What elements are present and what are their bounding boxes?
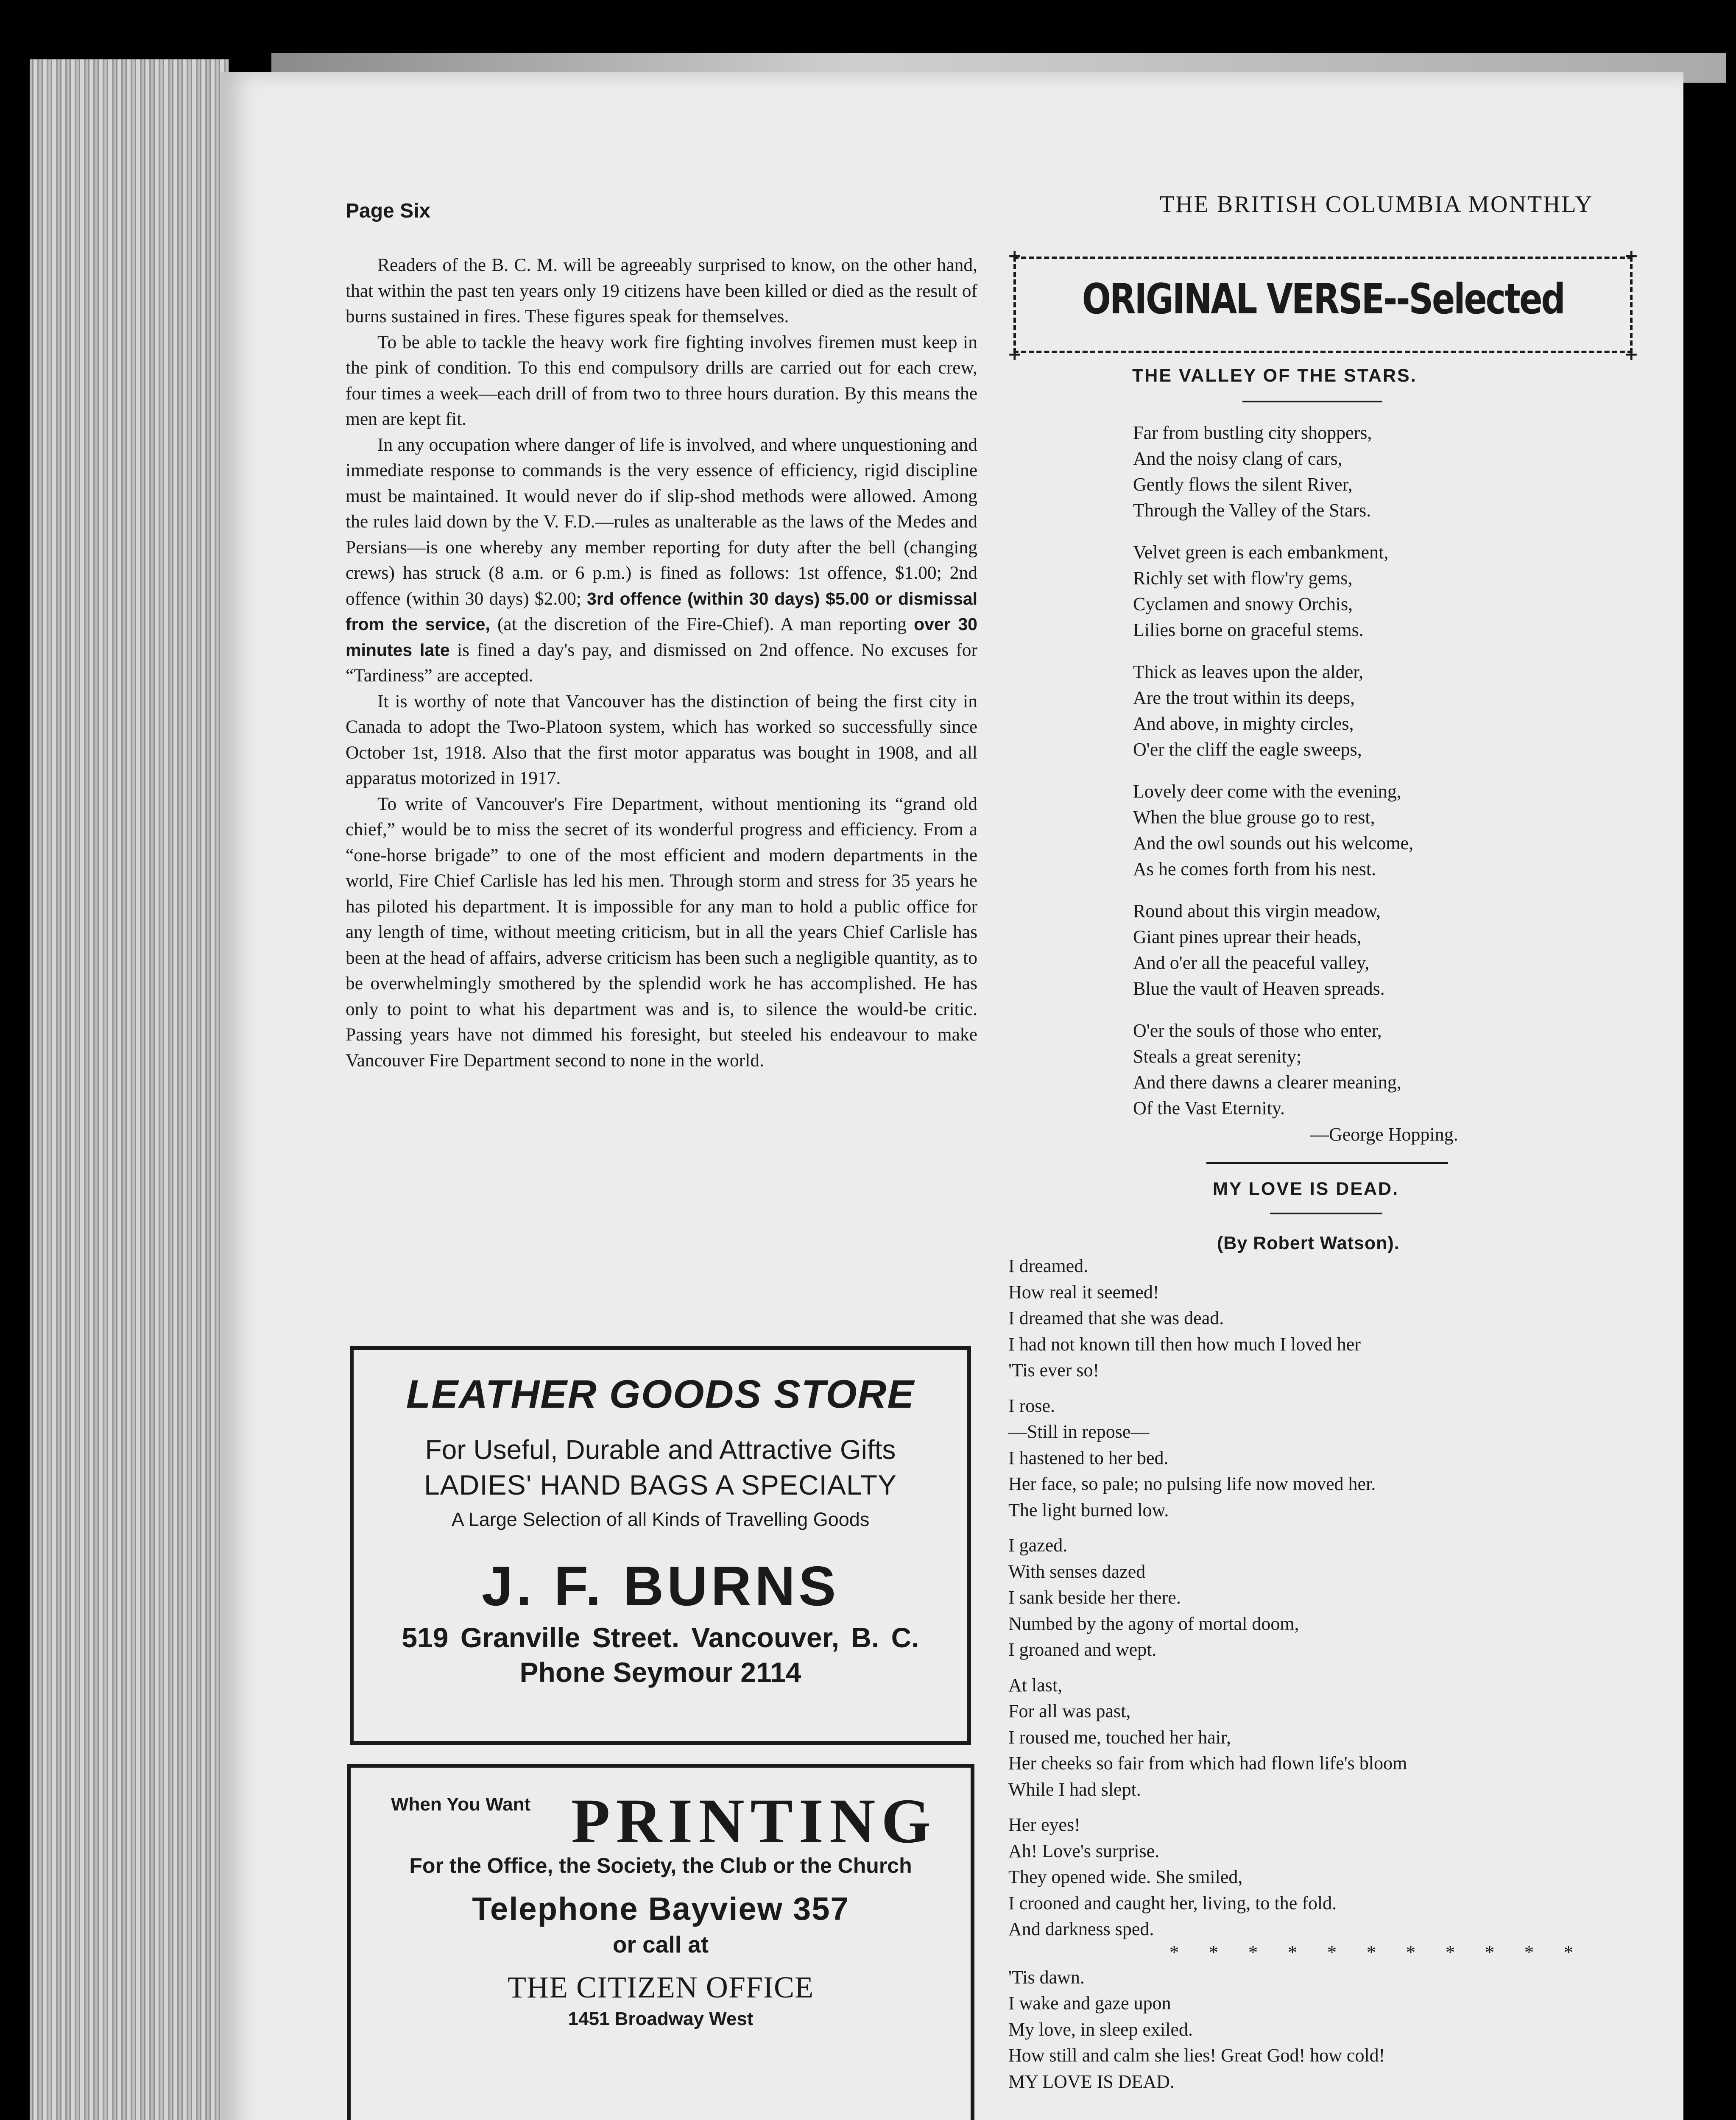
poem-line: I had not known till then how much I loved her bbox=[1008, 1333, 1361, 1355]
poem-line: Lovely deer come with the evening, bbox=[1133, 781, 1401, 802]
verse-section-heading: ORIGINAL VERSE--Selected bbox=[1082, 275, 1564, 324]
poem-line: My love, in sleep exiled. bbox=[1008, 2019, 1193, 2040]
poem-line: Round about this virgin meadow, bbox=[1133, 901, 1381, 921]
poem-line: How real it seemed! bbox=[1008, 1281, 1159, 1303]
verse-section-heading-box bbox=[1008, 246, 1638, 364]
emphasized-text: over 30 minutes late bbox=[346, 614, 977, 660]
poem-line: I groaned and wept. bbox=[1008, 1639, 1157, 1660]
ad-when: When You Want bbox=[391, 1794, 531, 1815]
emphasized-text: 3rd offence (within 30 days) $5.00 or dismissal from the service, bbox=[346, 589, 977, 634]
poem-line: MY LOVE IS DEAD. bbox=[1008, 2071, 1175, 2092]
poem-line: They opened wide. She smiled, bbox=[1008, 1866, 1243, 1887]
running-head: THE BRITISH COLUMBIA MONTHLY bbox=[1160, 191, 1594, 218]
poem-line: And the noisy clang of cars, bbox=[1133, 448, 1342, 469]
ad-leather-goods bbox=[350, 1346, 971, 1745]
ad-address: 519 Granville Street. Vancouver, B. C. bbox=[402, 1622, 919, 1653]
stanza bbox=[1008, 1672, 1653, 1803]
ad-office: THE CITIZEN OFFICE bbox=[508, 1970, 814, 2004]
poem-byline: (By Robert Watson). bbox=[1217, 1233, 1400, 1253]
stanza bbox=[1133, 778, 1557, 882]
article-paragraph bbox=[346, 432, 977, 689]
stanza bbox=[1008, 1393, 1653, 1523]
paragraph-text: is fined a day's pay, and dismissed on 2nd offence. No excuses for “Tardiness” are accepted. bbox=[346, 639, 978, 686]
poem-valley-of-the-stars bbox=[1133, 420, 1557, 1137]
poem-line: With senses dazed bbox=[1008, 1561, 1146, 1582]
stanza bbox=[1133, 1018, 1557, 1121]
poem-line: Through the Valley of the Stars. bbox=[1133, 500, 1371, 521]
stanza bbox=[1008, 1964, 1653, 2095]
poem-signature: —George Hopping. bbox=[1310, 1124, 1458, 1145]
poem-line: I gazed. bbox=[1008, 1535, 1068, 1556]
poem-line: I hastened to her bed. bbox=[1008, 1447, 1169, 1468]
stanza bbox=[1133, 420, 1557, 523]
poem-line: Her eyes! bbox=[1008, 1814, 1080, 1835]
divider bbox=[1270, 1213, 1382, 1214]
poem-line: Of the Vast Eternity. bbox=[1133, 1098, 1285, 1119]
poem-line: 'Tis ever so! bbox=[1008, 1360, 1100, 1381]
poem-line: 'Tis dawn. bbox=[1008, 1967, 1085, 1988]
poem-line: Ah! Love's surprise. bbox=[1008, 1840, 1160, 1861]
ad-line: A Large Selection of all Kinds of Travelling Goods bbox=[451, 1509, 870, 1530]
poem-line: And above, in mighty circles, bbox=[1133, 713, 1354, 734]
poem-line: I sank beside her there. bbox=[1008, 1587, 1181, 1608]
poem-line: I dreamed that she was dead. bbox=[1008, 1308, 1224, 1328]
paragraph-text: To write of Vancouver's Fire Department, without mentioning its “grand old chief,” would be to miss the secret of its wonderful progress and efficiency. From a “one-horse brigade” to one of the most efficient and modern departments in the world, Fire Chief Carlisle has led his men. Through storm and stress for 35 years he has piloted his department. It is impossible for any man to hold a public office for any length of time, without meeting criticism, but in all the years Chief Carlisle has been at the head of affairs, adverse criticism has been such a negligible quantity, as to be overwhelmingly smothered by the splendid work he has accomplished. He has only to point to what his department was and is, to silence the would-be critic. Passing years have not dimmed his foresight, but steeled his endeavour to make Vancouver Fire Department second to none in the world. bbox=[346, 793, 977, 1071]
article-paragraph bbox=[346, 689, 977, 791]
poem-line: I dreamed. bbox=[1008, 1255, 1088, 1276]
ad-heading: LEATHER GOODS STORE bbox=[406, 1372, 915, 1416]
poem-line: While I had slept. bbox=[1008, 1779, 1141, 1800]
poem-line: Cyclamen and snowy Orchis, bbox=[1133, 594, 1353, 614]
article-paragraph bbox=[346, 791, 977, 1074]
stanza bbox=[1008, 1532, 1653, 1663]
poem-line: —Still in repose— bbox=[1008, 1421, 1150, 1442]
paragraph-text: In any occupation where danger of life is involved, and where unquestioning and immediate response to commands is the very essence of efficiency, rigid discipline must be maintained. It would never do if slip-shod methods were allowed. Among the rules laid down by the V. F.D.—rules as unalterable as the laws of the Medes and Persians—is one whereby any member reporting for duty after the bell (changing crews) has struck (8 a.m. or 6 p.m.) is fined as follows: 1st offence, $1.00; 2nd offence (within 30 days) $2.00; bbox=[346, 434, 977, 609]
poem-line: For all was past, bbox=[1008, 1701, 1131, 1721]
paragraph-text: (at the discretion of the Fire-Chief). A man reporting bbox=[490, 614, 914, 634]
poem-line: Richly set with flow'ry gems, bbox=[1133, 568, 1353, 589]
corner-ornament: + bbox=[1008, 345, 1022, 364]
poem-line: Numbed by the agony of mortal doom, bbox=[1008, 1613, 1299, 1634]
poem-line: And the owl sounds out his welcome, bbox=[1133, 833, 1414, 854]
poem-line: Her cheeks so fair from which had flown life's bloom bbox=[1008, 1753, 1407, 1774]
poem-line: O'er the souls of those who enter, bbox=[1133, 1020, 1382, 1041]
poem-my-love-is-dead bbox=[1008, 1253, 1653, 2104]
paragraph-text: It is worthy of note that Vancouver has the distinction of being the first city in Canada to adopt the Two-Platoon system, which has worked so successfully since October 1st, 1918. Also that the first motor apparatus was bought in 1908, and all apparatus motorized in 1917. bbox=[346, 691, 977, 788]
ad-printing bbox=[347, 1764, 974, 2120]
poem-line: And o'er all the peaceful valley, bbox=[1133, 952, 1370, 973]
poem-line: When the blue grouse go to rest, bbox=[1133, 807, 1375, 828]
divider bbox=[1206, 1162, 1448, 1164]
stanza bbox=[1133, 539, 1557, 643]
corner-ornament: + bbox=[1624, 345, 1638, 364]
poem-line: At last, bbox=[1008, 1674, 1063, 1696]
poem-line: I roused me, touched her hair, bbox=[1008, 1727, 1231, 1748]
article-column bbox=[346, 252, 977, 1073]
poem-title: MY LOVE IS DEAD. bbox=[1213, 1179, 1399, 1199]
ad-line: or call at bbox=[612, 1931, 709, 1958]
paragraph-text: To be able to tackle the heavy work fire fighting involves firemen must keep in the pink of condition. To this end compulsory drills are carried out for each crew, four times a week—each drill of from two to three hours duration. By this means the men are kept fit. bbox=[346, 332, 977, 429]
poem-line: The light burned low. bbox=[1008, 1499, 1169, 1520]
article-paragraph bbox=[346, 329, 977, 432]
ad-phone: Phone Seymour 2114 bbox=[519, 1657, 801, 1688]
article-paragraph bbox=[346, 252, 977, 329]
stanza bbox=[1008, 1253, 1653, 1384]
poem-line: How still and calm she lies! Great God! how cold! bbox=[1008, 2045, 1385, 2066]
poem-line: I wake and gaze upon bbox=[1008, 1993, 1171, 2014]
poem-line: Velvet green is each embankment, bbox=[1133, 542, 1389, 563]
poem-line: Are the trout within its deeps, bbox=[1133, 687, 1355, 708]
ad-line: LADIES' HAND BAGS A SPECIALTY bbox=[424, 1469, 897, 1501]
ad-printing-heading: PRINTING bbox=[571, 1786, 937, 1856]
poem-line: Giant pines uprear their heads, bbox=[1133, 926, 1362, 947]
poem-line: Lilies borne on graceful stems. bbox=[1133, 619, 1364, 640]
poem-line: And there dawns a clearer meaning, bbox=[1133, 1072, 1401, 1093]
poem-line: Thick as leaves upon the alder, bbox=[1133, 661, 1364, 682]
stanza bbox=[1133, 659, 1557, 762]
poem-line: As he comes forth from his nest. bbox=[1133, 859, 1376, 879]
poem-line: Far from bustling city shoppers, bbox=[1133, 422, 1372, 443]
poem-line: I rose. bbox=[1008, 1395, 1055, 1416]
stanza bbox=[1133, 898, 1557, 1001]
corner-ornament: + bbox=[1008, 246, 1022, 266]
poem-line: O'er the cliff the eagle sweeps, bbox=[1133, 739, 1362, 760]
poem-title: THE VALLEY OF THE STARS. bbox=[1132, 365, 1417, 386]
asterisk-divider: * * * * * * * * * * * bbox=[1169, 1941, 1586, 1963]
ad-line: For the Office, the Society, the Club or the Church bbox=[409, 1854, 912, 1877]
poem-line: Her face, so pale; no pulsing life now moved her. bbox=[1008, 1473, 1376, 1494]
book-page-edges bbox=[30, 59, 229, 2120]
poem-line: Steals a great serenity; bbox=[1133, 1046, 1302, 1067]
ad-line: For Useful, Durable and Attractive Gifts bbox=[425, 1434, 896, 1465]
ad-address: 1451 Broadway West bbox=[568, 2008, 754, 2029]
corner-ornament: + bbox=[1624, 246, 1638, 266]
poem-line: Blue the vault of Heaven spreads. bbox=[1133, 978, 1385, 999]
ad-business-name: J. F. BURNS bbox=[481, 1555, 840, 1617]
poem-line: I crooned and caught her, living, to the fold. bbox=[1008, 1892, 1337, 1914]
ad-telephone: Telephone Bayview 357 bbox=[472, 1891, 849, 1927]
poem-line: And darkness sped. bbox=[1008, 1919, 1154, 1939]
stanza bbox=[1008, 1812, 1653, 1942]
page-label: Page Six bbox=[346, 200, 431, 222]
divider bbox=[1242, 401, 1382, 402]
paragraph-text: Readers of the B. C. M. will be agreeably surprised to know, on the other hand, that within the past ten years only 19 citizens have been killed or died as the result of burns sustained in fires. These figures speak for themselves. bbox=[346, 255, 977, 326]
poem-line: Gently flows the silent River, bbox=[1133, 474, 1353, 495]
